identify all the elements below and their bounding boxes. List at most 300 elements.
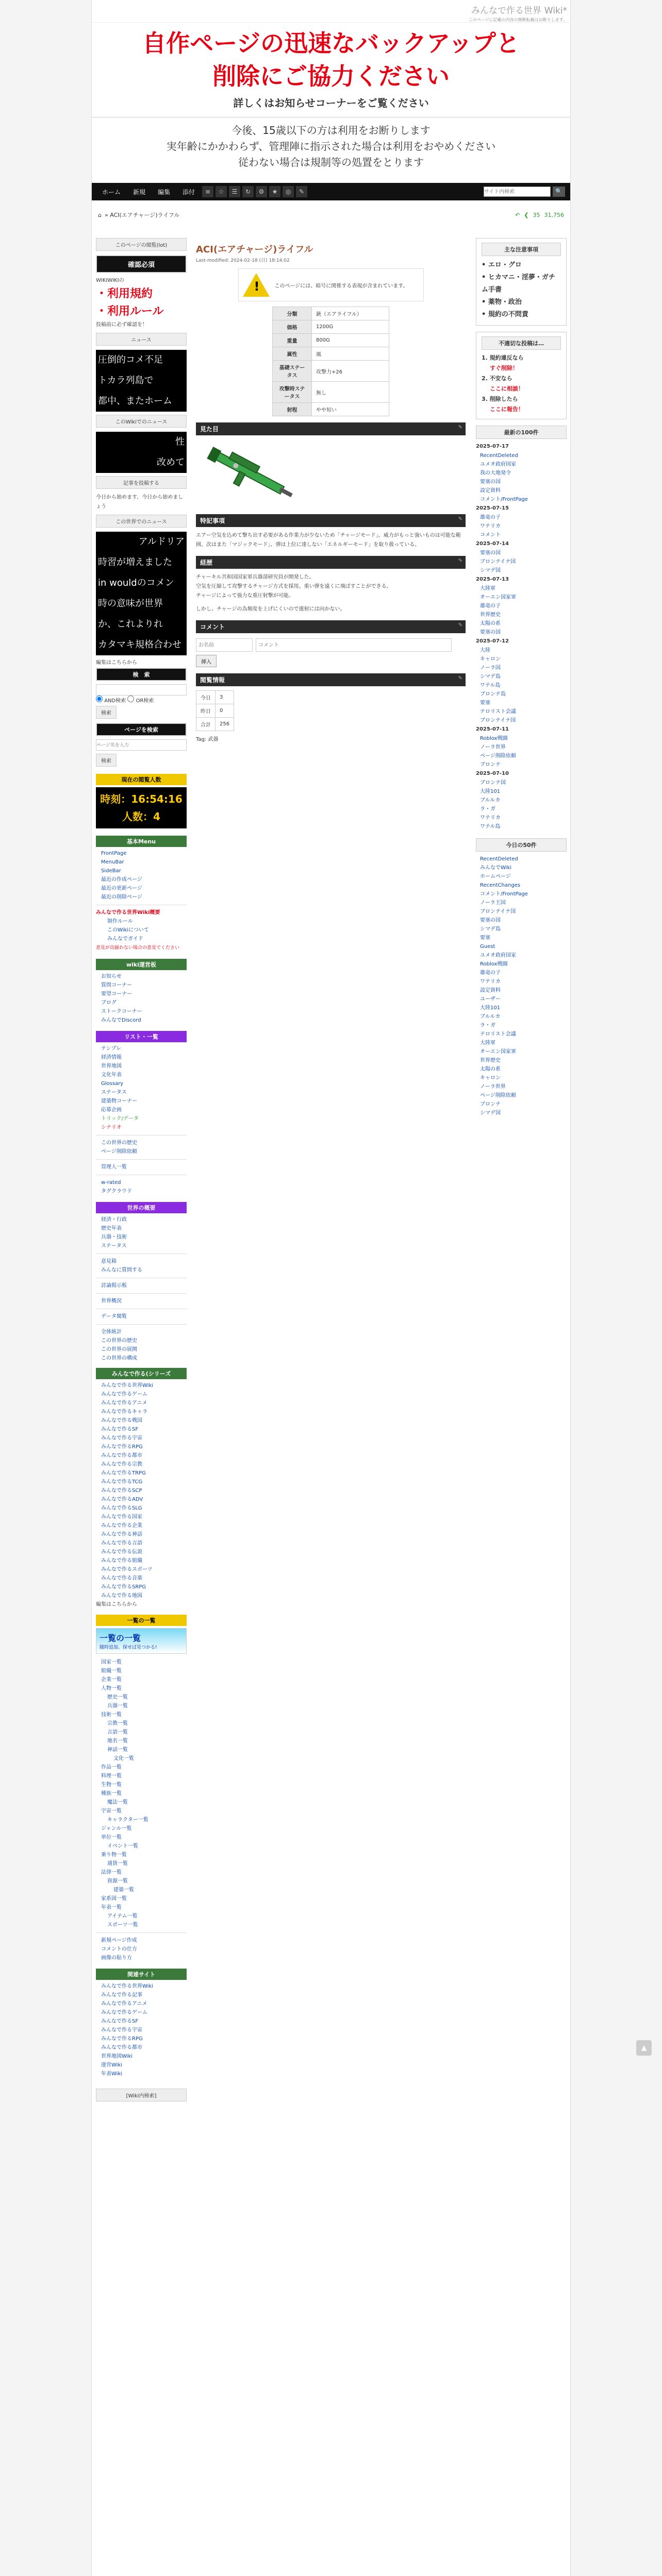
list-item[interactable]: 建築物コーナー (101, 1098, 137, 1104)
rule-item: • 規約の不問責 (482, 309, 561, 321)
menu-recent-deleted[interactable]: 最近の削除ページ (101, 894, 142, 900)
series-item[interactable]: みんなで作る国家 (101, 1514, 142, 1520)
series-item[interactable]: みんなで作るスポーツ (101, 1567, 153, 1572)
today-item[interactable]: 要塞 (480, 935, 490, 941)
page-title: ACI(エアチャージ)ライフル (196, 244, 313, 255)
report-step[interactable]: ここに相談！ (490, 385, 524, 392)
catalog-item[interactable]: 料理一覧 (101, 1773, 122, 1779)
history-text (196, 573, 466, 614)
or-label: OR検索 (136, 698, 154, 704)
series-item[interactable]: みんなで作る音楽 (101, 1575, 142, 1581)
world-map-link[interactable]: 世界概況 (101, 1298, 122, 1304)
wiki-rule-link[interactable]: 制作ルール (107, 919, 133, 924)
rules-box (476, 238, 567, 326)
update-item[interactable]: 太陽の系 (480, 621, 501, 626)
update-item[interactable]: ブロンテイナ国 (480, 559, 516, 565)
guide-item[interactable]: 画像の貼り方 (101, 1955, 132, 1961)
series-item[interactable]: みんなで作る言語 (101, 1540, 142, 1546)
wiki-news-1: 性 (96, 432, 187, 452)
related-item[interactable]: みんなで作るRPG (101, 2036, 143, 2042)
today-item[interactable]: シマデ島 (480, 926, 501, 932)
data-item[interactable]: この世界の構成 (101, 1355, 137, 1361)
update-item[interactable]: ノーラ世界 (480, 744, 506, 750)
menu-recent-created[interactable]: 最近の作成ページ (101, 877, 142, 883)
catalog-item[interactable]: 組織一覧 (101, 1668, 122, 1674)
weapon-image (203, 445, 301, 506)
star-icon[interactable]: ☆ (216, 186, 227, 197)
series-item[interactable]: みんなで作るADV (101, 1497, 143, 1502)
divider (96, 1324, 187, 1325)
stat-value: 銃（エアライフル） (312, 307, 389, 320)
today-item[interactable]: ブロンテ (480, 1101, 501, 1107)
comment-submit-button[interactable]: 挿入 (196, 655, 217, 667)
catalog-item[interactable]: 通貨一覧 (107, 1861, 128, 1867)
catalog-item[interactable]: アイテム一覧 (107, 1913, 138, 1919)
catalog-item[interactable]: 言語一覧 (107, 1730, 128, 1735)
gear-icon[interactable]: ⚙ (256, 186, 267, 197)
stat-value: 無し (312, 382, 389, 403)
today-item[interactable]: ブルルカ (480, 1014, 501, 1020)
list-item[interactable]: 文化年表 (101, 1072, 122, 1078)
related-item[interactable]: 年表Wiki (101, 2071, 123, 2077)
site-search-input[interactable] (484, 187, 551, 197)
update-item[interactable]: コメント (480, 532, 501, 538)
notice-banner (92, 23, 570, 174)
today-item[interactable]: ユーザー (480, 996, 501, 1002)
related-item[interactable]: みんなで作る都市 (101, 2045, 142, 2050)
and-radio[interactable] (96, 696, 103, 702)
site-search (484, 187, 565, 197)
related-item[interactable]: みんなで作るSF (101, 2019, 139, 2024)
today-item[interactable]: ユメオ政府国家 (480, 953, 516, 958)
edit-icon[interactable]: ✎ (458, 675, 462, 681)
wiki-about-link[interactable]: このWikiについて (107, 927, 149, 933)
or-radio[interactable] (127, 696, 134, 702)
update-item[interactable]: ラ・ガ (480, 806, 495, 812)
catalog-item[interactable]: 人物一覧 (101, 1686, 122, 1691)
today-item[interactable]: 世界歴史 (480, 1058, 501, 1063)
reload-icon[interactable]: ↻ (242, 186, 254, 197)
admin-question[interactable]: 質問コーナー (101, 982, 132, 988)
world-overview-title: 世界の概要 (96, 1202, 187, 1213)
data-title[interactable]: データ閲覧 (101, 1314, 127, 1319)
and-label: AND検索 (104, 698, 126, 704)
related-item[interactable]: 運営Wiki (101, 2062, 123, 2068)
ask-link[interactable]: みんなに質問する (101, 1267, 142, 1273)
edit-icon[interactable]: ✎ (458, 558, 462, 564)
catalog-item[interactable]: 宗教一覧 (107, 1721, 128, 1726)
update-item[interactable]: 大陸 (480, 648, 490, 653)
today-item[interactable]: ホームページ (480, 874, 511, 879)
related-item[interactable]: みんなで作るゲーム (101, 2010, 147, 2015)
comment-input[interactable] (256, 638, 452, 652)
series-item[interactable]: みんなで作るTCG (101, 1479, 143, 1485)
rules-title: 主な注意事項 (482, 243, 561, 256)
list-item[interactable]: ステータス (101, 1090, 127, 1095)
data-item[interactable]: この世界の展開 (101, 1347, 137, 1352)
catalog-item[interactable]: 魔法一覧 (107, 1800, 128, 1805)
last-modified: Last-modified: 2024-02-18 (日) 18:14:02 (196, 258, 290, 263)
update-item[interactable]: Roblox戦闘 (480, 736, 508, 741)
series-item[interactable]: みんなで作る神話 (101, 1532, 142, 1537)
delete-request-link[interactable]: ページ削除依頼 (101, 1149, 137, 1155)
edit-icon[interactable]: ✎ (458, 425, 462, 430)
catalog-item[interactable]: 単位一覧 (101, 1835, 122, 1840)
series-item[interactable]: みんなで作る戦国 (101, 1418, 142, 1423)
update-item[interactable]: オーエン国家軍 (480, 595, 516, 600)
series-item[interactable]: みんなで作るSCP (101, 1488, 142, 1494)
update-item[interactable]: ワテル島 (480, 683, 501, 688)
series-item[interactable]: みんなで作るSRPG (101, 1584, 146, 1590)
back-icon[interactable]: ❮ (524, 211, 529, 218)
report-steps (482, 353, 561, 415)
sidebar-search-input[interactable] (96, 684, 187, 696)
today-item[interactable]: ページ削除依頼 (480, 1093, 516, 1098)
chat-link[interactable]: 討論掲示板 (101, 1283, 127, 1289)
update-item[interactable]: 要塞の国 (480, 630, 501, 635)
wiki-note: 意見が出揃わない場合の意見でください (96, 945, 180, 951)
nav-home[interactable]: ホーム (102, 188, 121, 196)
catalog-item[interactable]: 家系図一覧 (101, 1896, 127, 1902)
admin-blog[interactable]: ブログ (101, 1000, 117, 1006)
favorite-icon[interactable]: ★ (269, 186, 280, 197)
rule-item: • 薬物・政治 (482, 296, 561, 309)
section-notes (196, 514, 466, 527)
info-key: 今日 (196, 691, 216, 704)
series-item[interactable]: みんなで作るゲーム (101, 1392, 147, 1397)
series-item[interactable]: みんなで作る都市 (101, 1453, 142, 1459)
access-table (196, 690, 234, 731)
update-item[interactable]: ワテル島 (480, 824, 501, 829)
series-item[interactable]: みんなで作るTRPG (101, 1470, 146, 1476)
home-icon[interactable]: ⌂ (98, 211, 102, 218)
today-item[interactable]: 設定資料 (480, 988, 501, 993)
today-item[interactable]: RecentDeleted (480, 856, 518, 862)
catalog-item[interactable]: 神話一覧 (107, 1747, 128, 1753)
related-item[interactable]: みんなで作る世界Wiki (101, 1984, 154, 1989)
terms-link[interactable]: ・利用規約 (96, 287, 153, 300)
report-step: 1. 規約違反なら (482, 354, 524, 361)
catalog-item[interactable]: 企業一覧 (101, 1677, 122, 1683)
series-item[interactable]: みんなで作るアニメ (101, 1400, 147, 1406)
update-item[interactable]: ノーラ国 (480, 665, 501, 671)
menu-menubar[interactable]: MenuBar (101, 859, 124, 865)
history-line: しかし、チャージの為頻度を上げにくいので連射には向かない。 (196, 606, 345, 612)
edit-here-link-2[interactable]: 編集はこちらから (96, 1602, 137, 1607)
pencil-icon[interactable]: ✎ (296, 186, 307, 197)
list-icon[interactable]: ≡ (202, 186, 213, 197)
stat-value: 風 (312, 347, 389, 361)
edit-icon[interactable]: ✎ (458, 622, 462, 628)
update-item[interactable]: ブロンテイナ国 (480, 718, 516, 723)
today-item[interactable]: キャロン (480, 1075, 501, 1081)
list-item[interactable]: トリック/データ (101, 1116, 139, 1122)
world-news-5: か、これよりれ (96, 614, 187, 635)
scroll-top-button[interactable]: ▲ (636, 2040, 652, 2056)
list-item[interactable]: テンプレ (101, 1046, 122, 1052)
banner-sub: 詳しくはお知らせコーナーをご覧ください (233, 97, 429, 109)
world-item[interactable]: ステータス (101, 1243, 127, 1249)
update-item[interactable]: シマデ島 (480, 674, 501, 680)
tagcloud-link[interactable]: タグクラウド (101, 1189, 132, 1194)
today-item[interactable]: 大陸101 (480, 1005, 501, 1011)
today-item[interactable]: みんなでWiki (480, 865, 512, 871)
divider (96, 1253, 187, 1254)
logo-subtitle: このページに記載の内容の無断転載はお断りします。 (468, 18, 567, 22)
info-value: 3 (216, 691, 234, 704)
online-counter (96, 787, 187, 828)
page-search-input[interactable] (96, 739, 187, 751)
warning-text: このページには、暗号に関係する表現が含まれています。 (274, 283, 408, 289)
catalog-item[interactable]: 乗り物一覧 (101, 1852, 127, 1858)
update-item[interactable]: 要塞 (480, 700, 490, 706)
catalog-item[interactable]: 生物一覧 (101, 1782, 122, 1788)
catalog-item[interactable]: 文化一覧 (113, 1756, 134, 1761)
stat-key: 基礎ステータス (273, 361, 312, 382)
breadcrumb-path[interactable]: » ACI(エアチャージ)ライフル (104, 212, 180, 218)
like-count: 35 (533, 211, 540, 218)
wiki-guide-link[interactable]: みんなでガイド (107, 936, 143, 942)
update-item[interactable]: ブロンテ国 (480, 780, 506, 786)
today-item[interactable]: オーエン国家軍 (480, 1049, 516, 1055)
tags[interactable]: Tag: 武器 (196, 737, 219, 742)
update-item[interactable]: 大陸101 (480, 789, 501, 794)
circle-icon[interactable]: ◎ (283, 186, 294, 197)
world-item[interactable]: 経済・行政 (101, 1217, 127, 1223)
page-search-button[interactable]: 検索 (96, 754, 117, 767)
report-step[interactable]: ここに報告！ (490, 406, 524, 413)
catalog-item[interactable]: 作品一覧 (101, 1765, 122, 1770)
section-title: 閲覧情報 (200, 676, 225, 684)
update-item[interactable]: テロリスト会議 (480, 709, 516, 715)
update-date: 2025-07-13 (476, 577, 509, 582)
nav-edit[interactable]: 編集 (158, 188, 171, 196)
series-item[interactable]: みんなで作る宗教 (101, 1462, 142, 1467)
online-title: 現在の閲覧人数 (96, 774, 187, 785)
menu-sidebar[interactable]: SideBar (101, 868, 121, 874)
news-ticker-3: 都中、またホーム (96, 391, 187, 412)
stat-value: 攻撃力+26 (312, 361, 389, 382)
series-item[interactable]: みんなで作るSF (101, 1427, 139, 1432)
banner-note-3: 従わない場合は規制等の処置をとります (238, 156, 424, 168)
update-item[interactable]: RecentDeleted (480, 453, 518, 459)
update-item[interactable]: 雄竜の子 (480, 515, 501, 520)
today-item[interactable]: 大陸軍 (480, 1040, 495, 1046)
world-item[interactable]: 歴史年表 (101, 1226, 122, 1231)
admin-stoke[interactable]: ストークコーナー (101, 1009, 142, 1014)
update-item[interactable]: キャロン (480, 656, 501, 662)
series-title: みんなで作る(シリーズ (96, 1368, 187, 1379)
right-sidebar (476, 238, 567, 1117)
update-item[interactable]: ユメオ政府国家 (480, 462, 516, 467)
update-item[interactable]: 我の大地発令 (480, 470, 511, 476)
data-item[interactable]: 全体統計 (101, 1329, 122, 1335)
list-item[interactable]: 世界地図 (101, 1063, 122, 1069)
name-input[interactable] (196, 638, 253, 652)
series-item[interactable]: みんなで作る宇宙 (101, 1435, 142, 1441)
rules-link[interactable]: ・利用ルール (96, 305, 164, 318)
nav-attach[interactable]: 添付 (183, 188, 195, 196)
data-item[interactable]: この世界の歴史 (101, 1338, 137, 1344)
world-news-button[interactable]: この世界でのニュース (96, 515, 187, 528)
update-date: 2025-07-14 (476, 541, 509, 547)
recent-updates (476, 442, 567, 831)
update-item[interactable]: ブルルカ (480, 798, 501, 803)
table-row (273, 334, 389, 347)
table-row (273, 403, 389, 416)
catalog-item[interactable]: キャラクター一覧 (107, 1817, 148, 1823)
list-item[interactable]: Glossary (101, 1081, 124, 1087)
related-item[interactable]: みんなで作る記事 (101, 1992, 142, 1998)
stat-value: 800G (312, 334, 389, 347)
menu-frontpage[interactable]: FrontPage (101, 851, 127, 856)
section-comments (196, 620, 466, 633)
guide-item[interactable]: 新規ページ作成 (101, 1938, 137, 1943)
wiki-overview-title[interactable]: みんなで作る世界Wiki概要 (96, 910, 160, 916)
stat-key: 射程 (273, 403, 312, 416)
related-item[interactable]: みんなで作る宇宙 (101, 2027, 142, 2033)
view-count: 31,756 (544, 211, 564, 218)
update-item[interactable]: 要塞の国 (480, 550, 501, 556)
catalog-item[interactable]: 地名一覧 (107, 1738, 128, 1744)
page-tools (515, 212, 564, 218)
update-item[interactable]: 大陸軍 (480, 586, 495, 591)
table-row (273, 347, 389, 361)
catalog-item[interactable]: 建築一覧 (113, 1887, 134, 1893)
info-value: 0 (216, 704, 234, 718)
rule-item: • ヒカマニ・淫夢・ガチム手書 (482, 272, 561, 296)
list-item[interactable]: シナリオ (101, 1125, 122, 1130)
edit-here-link[interactable]: 編集はこちらから (96, 660, 137, 666)
guide-item[interactable]: コメントの仕方 (101, 1946, 137, 1952)
history-link[interactable]: この世界の歴史 (101, 1140, 137, 1146)
info-key: 合計 (196, 718, 216, 731)
news-button[interactable]: ニュース (96, 333, 187, 346)
today-item[interactable]: Guest (480, 944, 495, 950)
series-item[interactable]: みんなで作る組織 (101, 1558, 142, 1564)
wiki-search-button[interactable]: [Wiki内検索] (96, 2089, 187, 2102)
today-item[interactable]: テロリスト会議 (480, 1031, 516, 1037)
today-item[interactable]: シマデ国 (480, 1110, 501, 1116)
catalog-item[interactable]: 宇宙一覧 (101, 1808, 122, 1814)
world-news-2: 時習が増えました (96, 552, 187, 573)
today-item[interactable]: ノーラ王国 (480, 900, 506, 906)
update-item[interactable]: 世界歴史 (480, 612, 501, 618)
today-item[interactable]: Roblox戦闘 (480, 961, 508, 967)
opinion-box[interactable]: 意見箱 (101, 1259, 117, 1264)
catalog-item[interactable]: イベント一覧 (107, 1843, 138, 1849)
series-item[interactable]: みんなで作る世界Wiki (101, 1383, 154, 1388)
sidebar-search-button[interactable]: 検索 (96, 706, 117, 719)
today-item[interactable]: ブロンテイナ国 (480, 909, 516, 914)
series-item[interactable]: みんなで作る伝説 (101, 1549, 142, 1555)
catalog-item[interactable]: 資源一覧 (107, 1878, 128, 1884)
catalog-item[interactable]: 国家一覧 (101, 1659, 122, 1665)
series-item[interactable]: みんなで作る地図 (101, 1593, 142, 1599)
update-item[interactable]: 雄竜の子 (480, 603, 501, 609)
catalog-item[interactable]: ジャンル一覧 (101, 1826, 132, 1832)
stat-key: 分類 (273, 307, 312, 320)
update-item[interactable]: ワテリカ (480, 815, 501, 821)
world-item[interactable]: 兵器・技術 (101, 1234, 127, 1240)
catalog-item[interactable]: 年表一覧 (101, 1905, 122, 1910)
table-row (273, 361, 389, 382)
series-item[interactable]: みんなで作るキャラ (101, 1409, 147, 1415)
update-item[interactable]: ブロンテ島 (480, 691, 506, 697)
section-appearance (196, 422, 466, 435)
catalog-item[interactable]: 法律一覧 (101, 1870, 122, 1875)
undo-icon[interactable]: ↶ (515, 211, 520, 218)
menu-recent-updated[interactable]: 最近の更新ページ (101, 886, 142, 891)
post-article-button[interactable]: 記事を投稿する (96, 476, 187, 489)
update-item[interactable]: ワテリカ (480, 523, 501, 529)
recent-button[interactable]: このページの閲覧(lot) (96, 238, 187, 251)
today-item[interactable]: ノーラ世界 (480, 1084, 506, 1090)
catalog-item[interactable]: スポーツ一覧 (107, 1922, 138, 1928)
list-of-lists-banner[interactable] (96, 1628, 187, 1654)
global-nav (92, 183, 570, 200)
list-item[interactable]: 経済情報 (101, 1055, 122, 1060)
admin-discord[interactable]: みんなでDiscord (101, 1018, 141, 1023)
info-key: 昨日 (196, 704, 216, 718)
admins-link[interactable]: 管理人一覧 (101, 1164, 127, 1170)
online-people: 人数：4 (122, 810, 160, 823)
nav-new[interactable]: 新規 (133, 188, 146, 196)
update-item[interactable]: ブロンテ (480, 762, 501, 768)
today-item[interactable]: コメント/FrontPage (480, 891, 528, 897)
today-title: 今日の50件 (476, 838, 567, 852)
series-item[interactable]: みんなで作るSLG (101, 1505, 142, 1511)
admin-request[interactable]: 要望コーナー (101, 991, 132, 997)
today-item[interactable]: RecentChanges (480, 883, 521, 888)
edit-icon[interactable]: ✎ (458, 516, 462, 522)
world-news-6: カタマキ規格合わせ (96, 635, 187, 655)
admin-news[interactable]: お知らせ (101, 974, 122, 979)
update-item[interactable]: コメント/FrontPage (480, 497, 528, 502)
today-item[interactable]: 太陽の系 (480, 1066, 501, 1072)
related-item[interactable]: みんなで作るアニメ (101, 2001, 147, 2007)
stat-value: 1200G (312, 320, 389, 334)
report-step: すぐ削除！ (490, 365, 518, 371)
banner-line-2: 削除にご協力ください (212, 62, 450, 90)
list-item[interactable]: 応募企画 (101, 1107, 122, 1113)
menu-icon[interactable]: ☰ (229, 186, 240, 197)
wiki-news-button[interactable]: このWikiでのニュース (96, 415, 187, 428)
catalog-item[interactable]: 技術一覧 (101, 1712, 122, 1718)
today-item[interactable]: 雄竜の子 (480, 970, 501, 976)
banner-title: 一覧の一覧 (100, 1633, 141, 1643)
update-item[interactable]: 要塞の国 (480, 479, 501, 485)
today-item[interactable]: 要塞の国 (480, 918, 501, 923)
series-item[interactable]: みんなで作る企業 (101, 1523, 142, 1529)
catalog-item[interactable]: 種族一覧 (101, 1791, 122, 1797)
series-item[interactable]: みんなで作るRPG (101, 1444, 143, 1450)
update-item[interactable]: ページ削除依頼 (480, 753, 516, 759)
update-item[interactable]: シマデ国 (480, 568, 501, 573)
related-item[interactable]: 世界地図Wiki (101, 2054, 133, 2059)
today-item[interactable]: ワテリカ (480, 979, 501, 985)
site-logo[interactable] (469, 3, 567, 23)
update-item[interactable]: 設定資料 (480, 488, 501, 494)
w-rated-link[interactable]: w-rated (101, 1180, 121, 1185)
catalog-item[interactable]: 兵器一覧 (107, 1703, 128, 1709)
section-history (196, 556, 466, 569)
today-item[interactable]: ラ・ガ (480, 1023, 495, 1028)
catalog-item[interactable]: 歴史一覧 (107, 1694, 128, 1700)
divider (96, 1293, 187, 1294)
update-date: 2025-07-11 (476, 726, 509, 732)
search-icon[interactable]: 🔍 (553, 187, 565, 197)
